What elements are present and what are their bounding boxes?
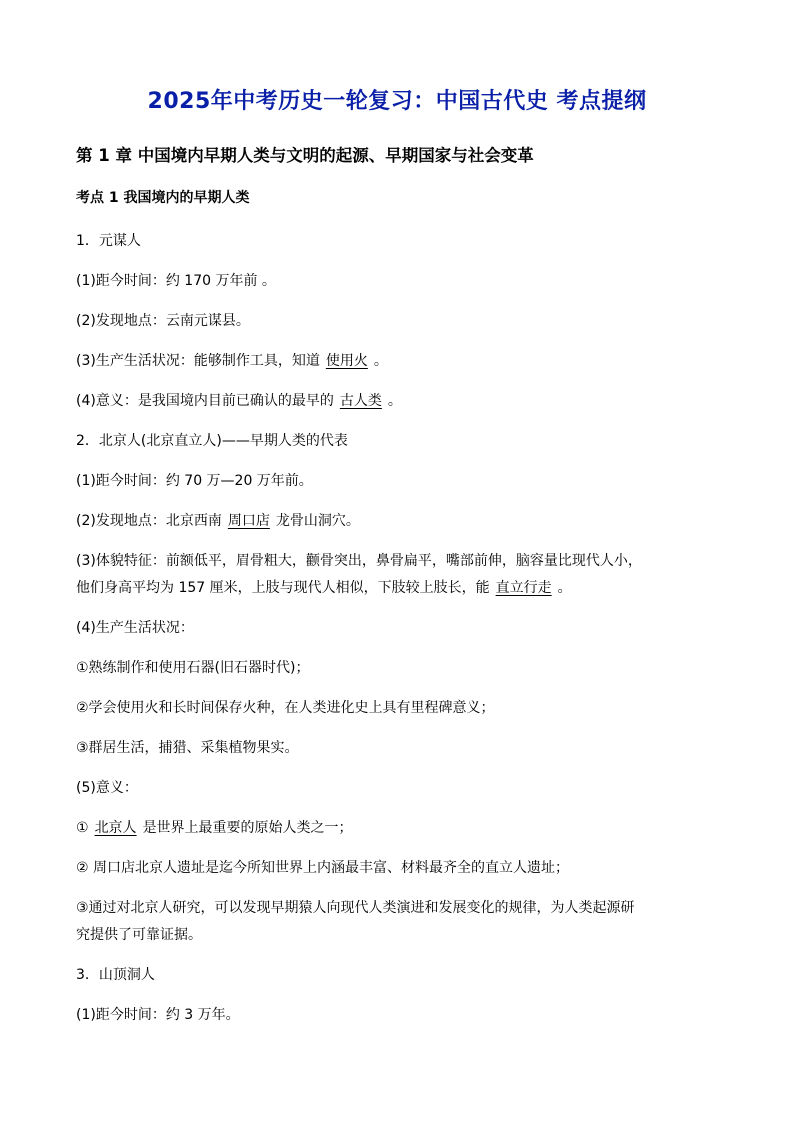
page-title: 2025年中考历史一轮复习：中国古代史 考点提纲	[147, 89, 647, 114]
text-segment: (3)生产生活状况：能够制作工具，知道	[76, 353, 320, 369]
chapter-heading: 第 1 章 中国境内早期人类与文明的起源、早期国家与社会变革	[76, 146, 534, 165]
yuanmou-life	[76, 350, 388, 370]
shandingdong-time: (1)距今时间：约 3 万年。	[76, 1007, 240, 1023]
fill-blank: 使用火	[325, 353, 368, 369]
text-segment: 龙骨山洞穴。	[275, 513, 360, 529]
text-segment: 。	[387, 393, 402, 409]
item-heading-yuanmou: 1．元谋人	[76, 233, 141, 249]
text-segment: (2)发现地点：北京西南	[76, 513, 222, 529]
beijing-features-line2	[76, 577, 572, 597]
beijing-significance-3-line2: 究提供了可靠证据。	[76, 927, 202, 943]
text-segment: 是世界上最重要的原始人类之一；	[142, 820, 353, 836]
text-segment: 他们身高平均为 157 厘米，上肢与现代人相似，下肢较上肢长，能	[76, 580, 490, 596]
yuanmou-significance	[76, 390, 402, 410]
yuanmou-location: (2)发现地点：云南元谋县。	[76, 313, 250, 329]
text-segment: 。	[557, 580, 572, 596]
fill-blank: 北京人	[94, 820, 137, 836]
beijing-location	[76, 510, 360, 530]
beijing-significance-heading: (5)意义：	[76, 780, 138, 796]
yuanmou-time: (1)距今时间：约 170 万年前 。	[76, 273, 276, 289]
item-heading-shandingdong: 3．山顶洞人	[76, 967, 155, 983]
beijing-features-line1: (3)体貌特征：前额低平，眉骨粗大，颧骨突出，鼻骨扁平，嘴部前伸，脑容量比现代人小，	[76, 553, 642, 569]
section-heading: 考点 1 我国境内的早期人类	[76, 190, 250, 206]
fill-blank: 古人类	[339, 393, 382, 409]
text-segment: 。	[373, 353, 388, 369]
beijing-significance-2: ② 周口店北京人遗址是迄今所知世界上内涵最丰富、材料最齐全的直立人遗址；	[76, 860, 569, 876]
beijing-time: (1)距今时间：约 70 万—20 万年前。	[76, 473, 313, 489]
beijing-life-3: ③群居生活，捕猎、采集植物果实。	[76, 740, 299, 756]
item-heading-beijing: 2．北京人(北京直立人)——早期人类的代表	[76, 433, 348, 449]
fill-blank: 直立行走	[495, 580, 552, 596]
beijing-significance-3-line1: ③通过对北京人研究，可以发现早期猿人向现代人类演进和发展变化的规律，为人类起源研	[76, 900, 635, 916]
beijing-life-1: ①熟练制作和使用石器(旧石器时代)；	[76, 660, 310, 676]
fill-blank: 周口店	[227, 513, 270, 529]
beijing-life-2: ②学会使用火和长时间保存火种，在人类进化史上具有里程碑意义；	[76, 700, 495, 716]
text-segment: ①	[76, 820, 89, 836]
beijing-significance-1	[76, 817, 353, 837]
text-segment: (4)意义：是我国境内目前已确认的最早的	[76, 393, 334, 409]
beijing-life-heading: (4)生产生活状况：	[76, 620, 194, 636]
